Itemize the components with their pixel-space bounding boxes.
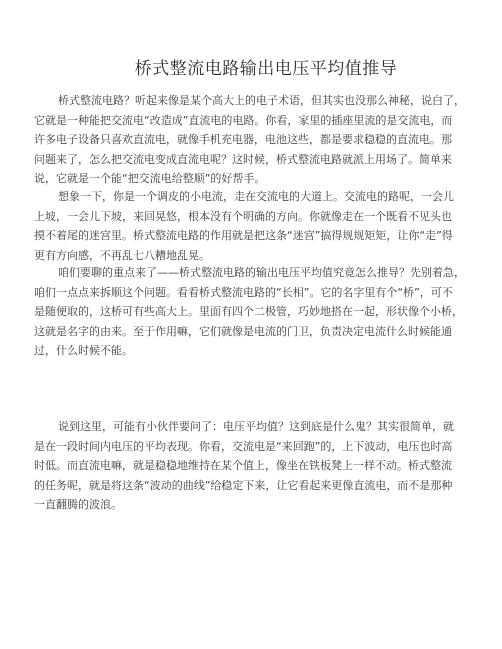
paragraph-line: 摸不着尾的迷宫里。桥式整流电路的作用就是把这条“迷宫”搞得规规矩矩，让你“走”得 [34,229,453,242]
paragraph-line: 的任务呢，就是将这条“波动的曲线”给稳定下来，让它看起来更像直流电，而不是那种 [34,478,453,492]
paragraph-line: 桥式整流电路？听起来像是某个高大上的电子术语，但其实也没那么神秘，说白了， [58,94,465,107]
paragraph-line: 想象一下，你是一个调皮的小电流，走在交流电的大道上。交流电的路呢，一会儿 [58,190,454,203]
paragraph-line: 许多电子设备只喜欢直流电，就像手机充电器，电池这些，都是要求稳稳的直流电。那 [34,133,452,146]
document-title: 桥式整流电路输出电压平均值推导 [134,59,398,79]
paragraph-1 [34,91,470,189]
paragraph-line: 咱们一点点来拆顺这个问题。看看桥式整流电路的“长相”。它的名字里有个“桥”，可不 [34,285,453,299]
paragraph-line: 一直翻腾的波浪。 [34,498,122,511]
paragraph-line: 时低。而直流电嘛，就是稳稳地维持在某个值上，像坐在铁板凳上一样不动。桥式整流 [34,459,452,472]
paragraph-line: 是在一段时间内电压的平均表现。你看，交流电是“来回跑”的，上下波动，电压也时高 [34,439,453,453]
paragraph-line: 说，它就是一个能“把交流电给整顺”的好帮手。 [34,172,266,185]
paragraph-line: 咱们要聊的重点来了——桥式整流电路的输出电压平均值究竟怎么推导？先别着急， [58,266,465,279]
paragraph-line: 上坡，一会儿下坡，来回晃悠，根本没有个明确的方向。你就像走在一个既看不见头也 [34,209,452,223]
paragraph-line: 说到这里，可能有小伙伴要问了：电压平均值？这到底是什么鬼？其实很简单，就 [58,420,454,433]
paragraph-2 [34,187,470,265]
paragraph-line: 问题来了，怎么把交流电变成直流电呢？这时候，桥式整流电路就派上用场了。简单来 [34,152,452,166]
paragraph-line: 过，什么时候不能。 [34,344,133,357]
paragraph-line: 更有方向感，不再乱七八糟地乱晃。 [34,248,210,262]
paragraph-line: 是随便取的，这桥可有些高大上。里面有四个二极管，巧妙地搭在一起，形状像个小桥， [34,305,463,318]
paragraph-3 [34,263,470,361]
paragraph-4 [34,417,470,515]
paragraph-line: 它就是一种能把交流电“改造成”直流电的电路。你看，家里的插座里流的是交流电，而 [34,113,453,127]
paragraph-line: 这就是名字的由来。至于作用嘛，它们就像是电流的门卫，负责决定电流什么时候能通 [34,324,452,338]
